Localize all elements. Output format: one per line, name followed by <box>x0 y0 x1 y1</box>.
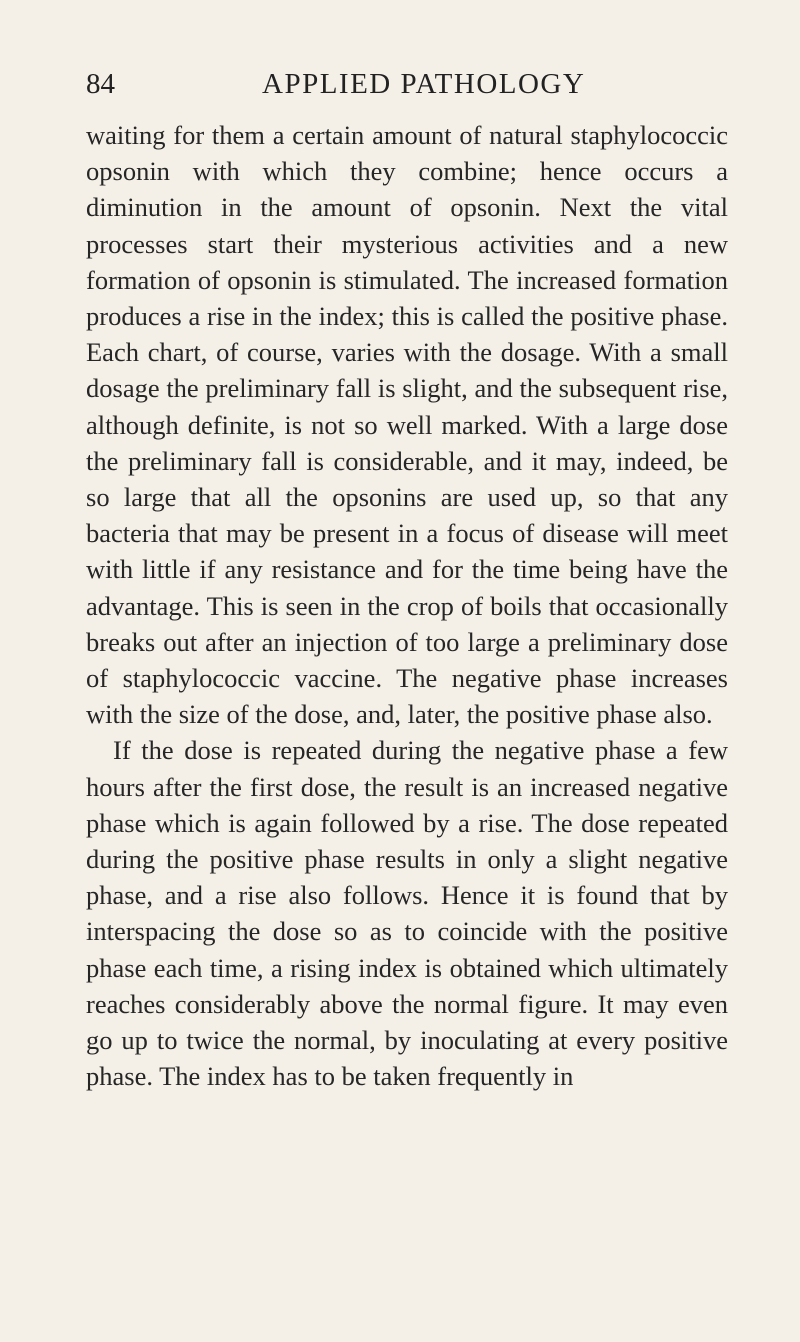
running-title: APPLIED PATHOLOGY <box>262 68 586 100</box>
body-text <box>86 117 728 1094</box>
paragraph-continued: waiting for them a certain amount of natural staphylococcic opsonin with which they combine; hence occurs a diminution in the amount of opsonin. Next the vital processes start their mysterious activities and a new formation of opsonin is stimulated. The increased formation produces a rise in the index; this is called the positive phase. Each chart, of course, varies with the dosage. With a small dosage the preliminary fall is slight, and the subsequent rise, although definite, is not so well marked. With a large dose the preliminary fall is considerable, and it may, indeed, be so large that all the opsonins are used up, so that any bacteria that may be present in a focus of disease will meet with little if any resistance and for the time being have the advantage. This is seen in the crop of boils that occasionally breaks out after an injection of too large a preliminary dose of staphylococcic vaccine. The negative phase increases with the size of the dose, and, later, the positive phase also. <box>86 120 728 730</box>
page-number: 84 <box>86 68 115 100</box>
paragraph: If the dose is repeated during the negative phase a few hours after the first dose, the result is an increased negative phase which is again followed by a rise. The dose repeated during the positive phase results in only a slight negative phase, and a rise also follows. Hence it is found that by interspacing the dose so as to coincide with the positive phase each time, a rising index is obtained which ultimately reaches considerably above the normal figure. It may even go up to twice the normal, by inoculating at every positive phase. The index has to be taken frequently in <box>86 735 728 1092</box>
page-header <box>86 64 726 104</box>
